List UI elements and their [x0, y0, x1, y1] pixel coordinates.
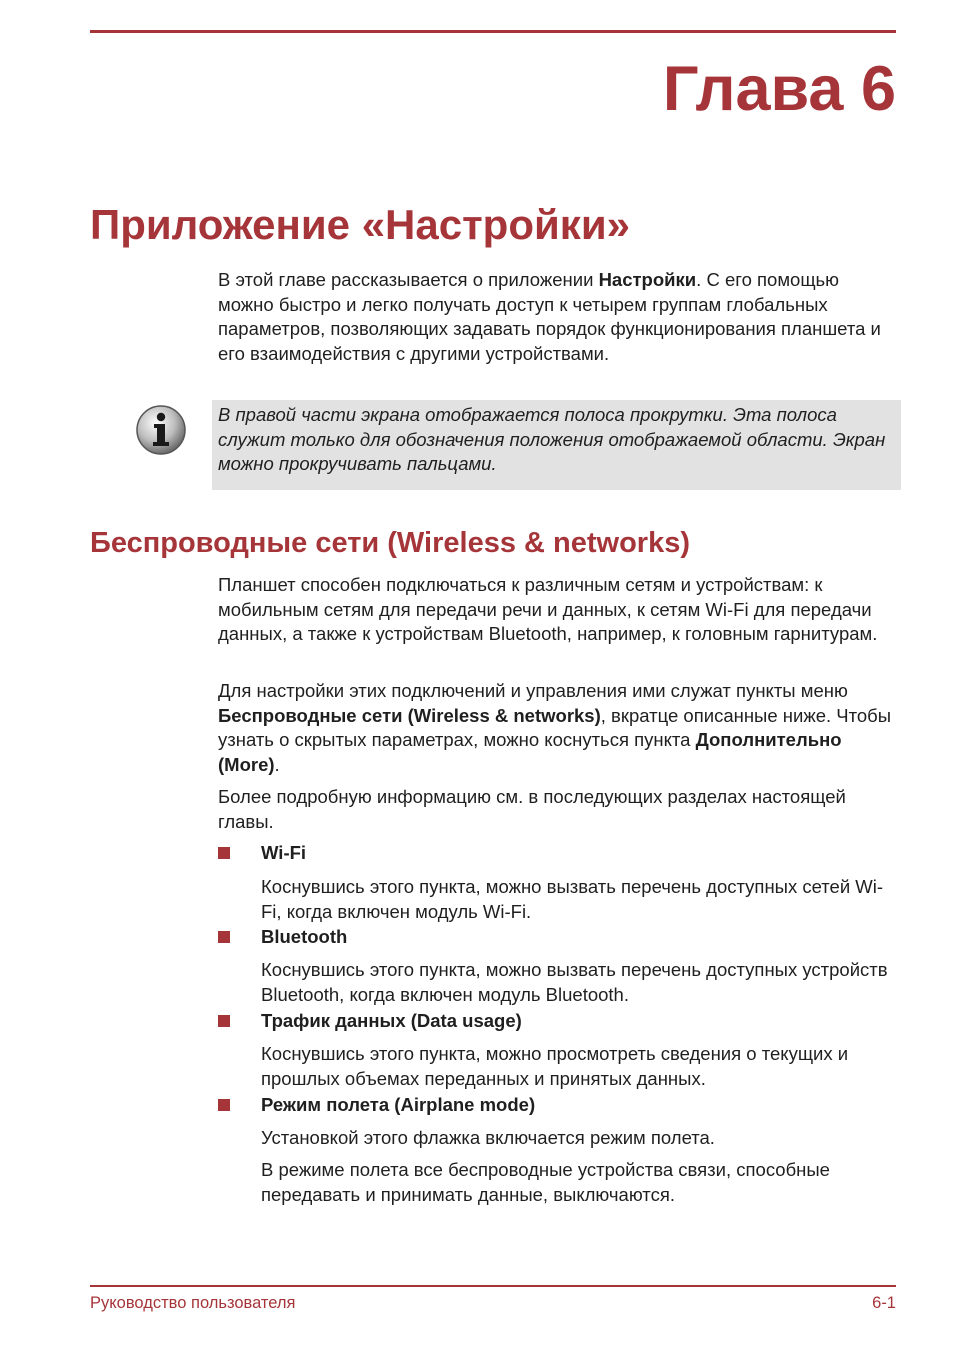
- intro-paragraph: [218, 268, 898, 366]
- item-title-airplane-mode: Режим полета (Airplane mode): [261, 1094, 536, 1115]
- item-title-bluetooth: Bluetooth: [261, 926, 348, 947]
- intro-text-2: . С его помощью можно быстро и легко получать доступ к четырем группам глобальных параметров, позволяющих задавать порядок функционирования планшета и его взаимодействия с другими устройствами.: [218, 269, 881, 364]
- footer-title: Руководство пользователя: [90, 1294, 296, 1312]
- p2-text-2: , вкратце описанные ниже. Чтобы узнать о скрытых параметрах, можно коснуться пункта: [218, 704, 892, 750]
- item-desc-data-usage: Коснувшись этого пункта, можно просмотреть сведения о текущих и прошлых объемах переданных и принятых данных.: [261, 1043, 849, 1089]
- item-desc-airplane-mode-2: В режиме полета все беспроводные устройства связи, способные передавать и принимать данные, выключаются.: [261, 1159, 830, 1205]
- section-paragraph-1: Планшет способен подключаться к различным сетям и устройствам: к мобильным сетям для передачи речи и данных, к сетям Wi-Fi для передачи данных, а также к устройствам Bluetooth, например, к головным гарнитурам.: [218, 574, 878, 644]
- footer-rule: [90, 1285, 896, 1287]
- item-desc-bluetooth: Коснувшись этого пункта, можно вызвать перечень доступных устройств Bluetooth, когда включен модуль Bluetooth.: [261, 959, 888, 1005]
- section-paragraph-3: Более подробную информацию см. в последующих разделах настоящей главы.: [218, 786, 846, 832]
- intro-text-1: В этой главе рассказывается о приложении: [218, 269, 599, 290]
- chapter-number: Глава 6: [662, 54, 896, 124]
- bullet-icon: [218, 931, 230, 943]
- item-desc-wifi: Коснувшись этого пункта, можно вызвать перечень доступных сетей Wi-Fi, когда включен модуль Wi-Fi.: [261, 876, 884, 922]
- bullet-icon: [218, 1099, 230, 1111]
- p2-bold-1: Беспроводные сети (Wireless & networks): [218, 704, 601, 726]
- item-desc-airplane-mode: Установкой этого флажка включается режим полета.: [261, 1127, 715, 1148]
- section-paragraph-2: [218, 679, 898, 777]
- top-rule: [90, 30, 896, 33]
- p2-bold-2: Дополнительно (More): [218, 729, 842, 775]
- bullet-icon: [218, 847, 230, 859]
- intro-bold-settings: Настройки: [598, 269, 697, 290]
- item-title-data-usage: Трафик данных (Data usage): [261, 1010, 522, 1031]
- page-title: Приложение «Настройки»: [90, 201, 630, 248]
- p2-text-3: .: [274, 753, 280, 775]
- item-title-wifi: Wi-Fi: [261, 842, 307, 863]
- page-number: 6-1: [872, 1294, 896, 1312]
- p2-text-1: Для настройки этих подключений и управления ими служат пункты меню: [218, 680, 848, 701]
- section-heading: Беспроводные сети (Wireless & networks): [90, 527, 690, 559]
- bullet-icon: [218, 1015, 230, 1027]
- info-icon: [134, 403, 188, 457]
- note-text: В правой части экрана отображается полоса прокрутки. Эта полоса служит только для обозначения положения отображаемой области. Экран можно прокручивать пальцами.: [218, 404, 886, 474]
